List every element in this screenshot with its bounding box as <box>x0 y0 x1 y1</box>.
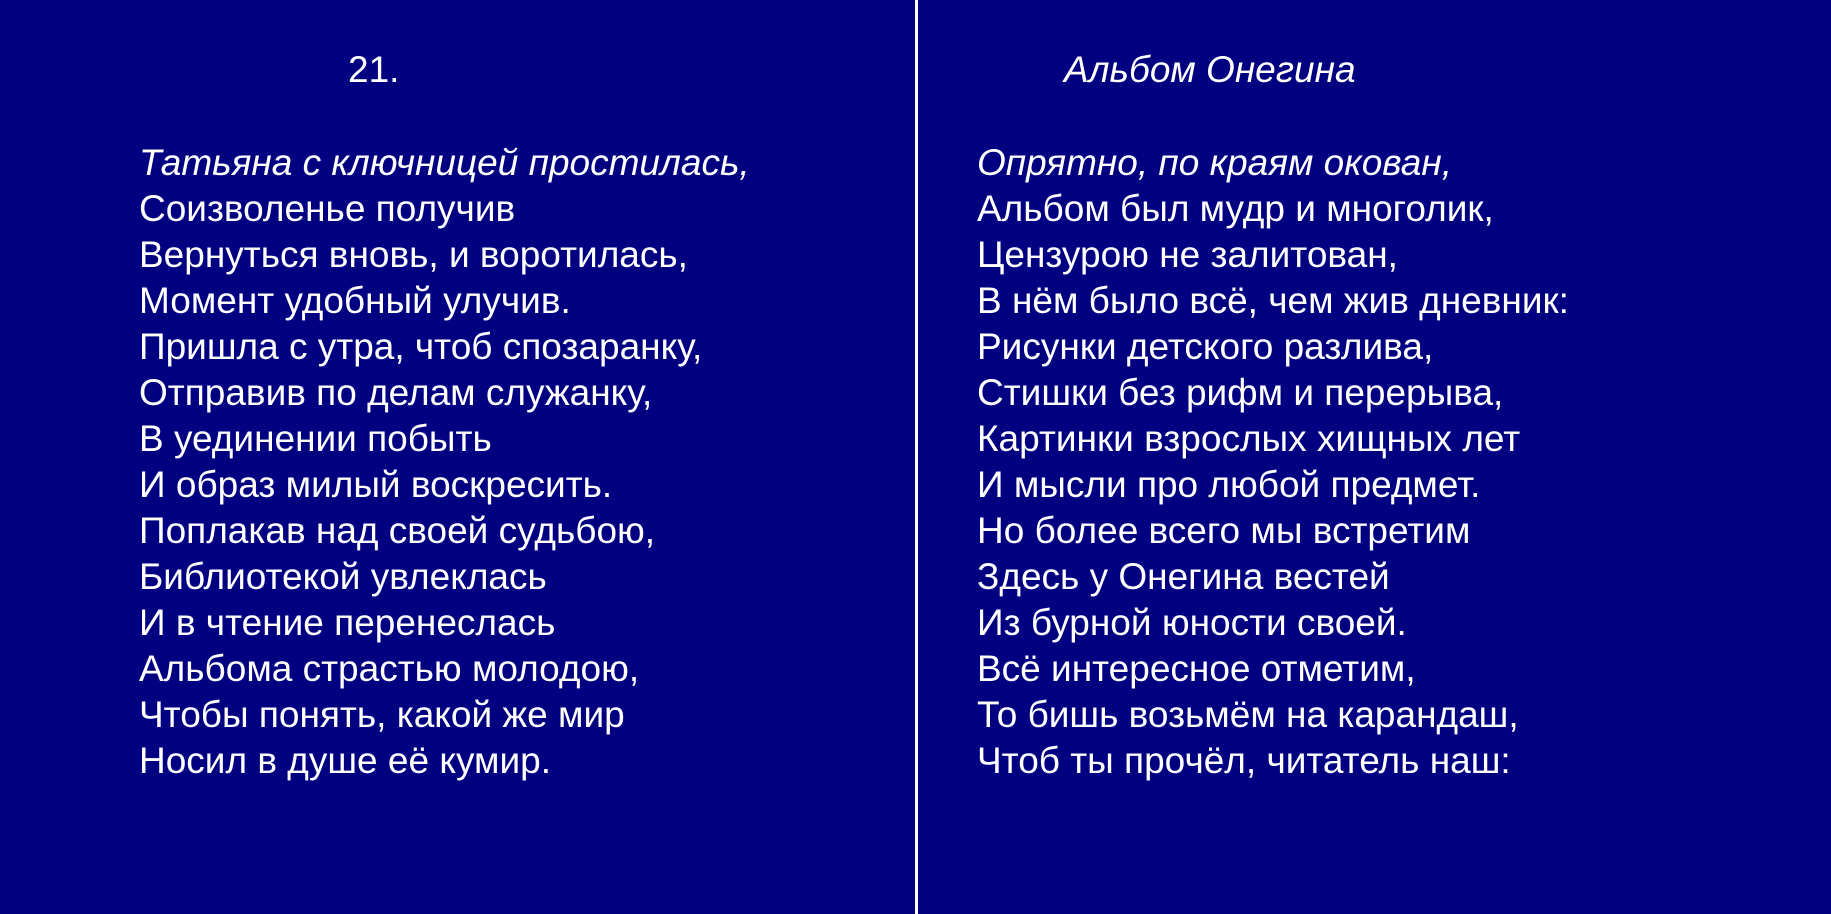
verse-line: Вернуться вновь, и воротилась, <box>139 234 688 275</box>
verse-line: Из бурной юности своей. <box>977 602 1407 643</box>
verse-line: В уединении побыть <box>139 418 492 459</box>
verse-line: И образ милый воскресить. <box>139 464 613 505</box>
right-stanza <box>977 140 1569 784</box>
verse-line: И мысли про любой предмет. <box>977 464 1481 505</box>
left-page <box>0 0 915 914</box>
verse-line: Здесь у Онегина вестей <box>977 556 1390 597</box>
verse-line: То бишь возьмём на карандаш, <box>977 694 1519 735</box>
stanza-title: Альбом Онегина <box>1064 49 1356 90</box>
verse-line: Носил в душе её кумир. <box>139 740 551 781</box>
verse-line: Пришла с утра, чтоб спозаранку, <box>139 326 703 367</box>
verse-line: Татьяна с ключницей простилась, <box>139 142 750 183</box>
verse-line: В нём было всё, чем жив дневник: <box>977 280 1569 321</box>
verse-line: Соизволенье получив <box>139 188 516 229</box>
verse-line: Цензурою не залитован, <box>977 234 1398 275</box>
verse-line: Альбом был мудр и многолик, <box>977 188 1494 229</box>
verse-line: Отправив по делам служанку, <box>139 372 653 413</box>
right-page <box>918 0 1831 914</box>
verse-line: Всё интересное отметим, <box>977 648 1416 689</box>
verse-line: Картинки взрослых хищных лет <box>977 418 1521 459</box>
verse-line: Чтобы понять, какой же мир <box>139 694 625 735</box>
verse-line: Момент удобный улучив. <box>139 280 571 321</box>
verse-line: Рисунки детского разлива, <box>977 326 1434 367</box>
left-stanza <box>139 140 750 784</box>
verse-line: Чтоб ты прочёл, читатель наш: <box>977 740 1511 781</box>
stanza-number: 21. <box>348 49 400 90</box>
verse-line: Стишки без рифм и перерыва, <box>977 372 1504 413</box>
verse-line: И в чтение перенеслась <box>139 602 556 643</box>
verse-line: Поплакав над своей судьбою, <box>139 510 656 551</box>
verse-line: Опрятно, по краям окован, <box>977 142 1452 183</box>
verse-line: Альбома страстью молодою, <box>139 648 640 689</box>
verse-line: Библиотекой увлеклась <box>139 556 547 597</box>
verse-line: Но более всего мы встретим <box>977 510 1471 551</box>
